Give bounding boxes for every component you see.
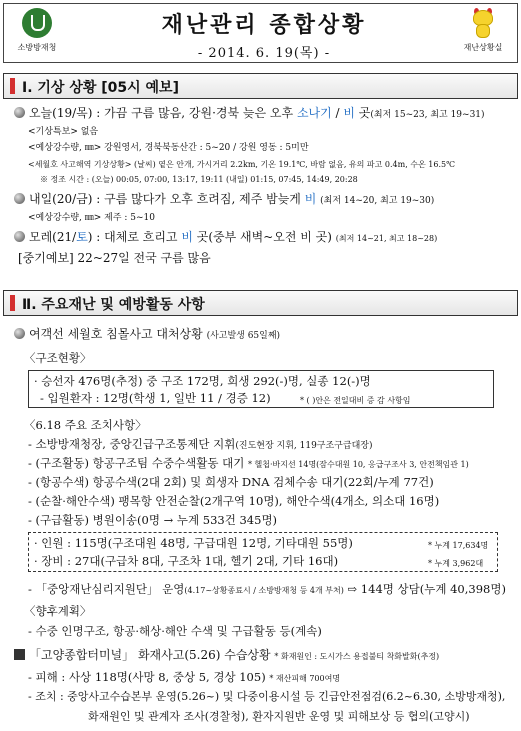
measures-heading: 〈6.18 주요 조치사항〉 bbox=[24, 418, 147, 432]
midterm-forecast: [중기예보] 22~27일 전국 구름 많음 bbox=[18, 251, 211, 265]
measure-3: - (항공수색) 항공수색(2대 2회) 및 희생자 DNA 검체수송 대기(22회/누계 77건) bbox=[28, 475, 434, 489]
agency-logo bbox=[12, 8, 62, 60]
rescue-line-2: - 입원환자 : 12명(학생 1, 일반 11 / 경증 12) bbox=[40, 391, 271, 405]
rescue-heading: 〈구조현황〉 bbox=[24, 351, 92, 365]
site-observation: <세월호 사고해역 기상상황> (날씨) 옅은 안개, 가시거리 2.2km, 기온 19.1℃, 바람 없음, 유의 파고 0.4m, 수온 16.5℃ bbox=[28, 160, 456, 169]
report-title: 재난관리 종합상황 bbox=[161, 13, 367, 38]
bullet-icon bbox=[14, 107, 25, 118]
room-name: 재난상황실 bbox=[463, 43, 503, 52]
measure-2: - (구조활동) 항공구조팀 수중수색활동 대기 * 헬첩·바지선 14명(잠수대원 10, 응급구조사 3, 안전책임관 1) bbox=[28, 456, 469, 470]
measure-5: - (구급활동) 병원이송(0명 → 누계 533건 345명) bbox=[28, 513, 278, 527]
rescue-note: * ( )안은 전일대비 증 감 사항임 bbox=[300, 396, 411, 405]
fire-action-2: 화재원인 및 관계자 조사(경찰청), 환자지원반 운영 및 피해보상 등 협의(고양시) bbox=[88, 710, 470, 723]
fire-damage: - 피해 : 사상 118명(사망 8, 중상 5, 경상 105) * 재산피해 700여명 bbox=[28, 670, 341, 684]
precip-tomorrow: <예상강수량, ㎜> 제주 : 5~10 bbox=[28, 213, 155, 223]
report-header bbox=[3, 3, 518, 63]
square-bullet-icon bbox=[14, 649, 25, 660]
rescue-line-1: · 승선자 476명(추정) 중 구조 172명, 희생 292(-)명, 실종 12(-)명 bbox=[34, 374, 371, 388]
forecast-dayafter: 모레(21/토) : 대체로 흐리고 비 곳(중부 새벽~오전 비 곳) (최저 14~21, 최고 18~28) bbox=[14, 230, 437, 246]
forecast-tomorrow: 내일(20/금) : 구름 많다가 오후 흐려짐, 제주 밤늦게 비 (최저 14~20, 최고 19~30) bbox=[14, 192, 434, 208]
bullet-icon bbox=[14, 193, 25, 204]
equip-total: * 누계 3,962대 bbox=[428, 559, 484, 568]
tide-times: ※ 정조 시간 : (오늘) 00:05, 07:00, 13:17, 19:11 (내일) 01:15, 07:45, 14:49, 20:28 bbox=[40, 175, 358, 184]
precip-today: <예상강수량, ㎜> 강원영서, 경북북동산간 : 5~20 / 강원 영동 : 5미만 bbox=[28, 143, 309, 153]
measure-4: - (순찰·해안수색) 팽목항 안전순찰(2개구역 10명), 해안수색(4개소, 의소대 16명) bbox=[28, 494, 440, 508]
report-date: - 2014. 6. 19(목) - bbox=[197, 46, 331, 61]
measure-1: - 소방방재청장, 중앙긴급구조통제단 지휘(진도현장 지휘, 119구조구급대장) bbox=[28, 437, 373, 451]
staff-line: · 인원 : 115명(구조대원 48명, 구급대원 12명, 기타대원 55명) bbox=[34, 536, 353, 550]
mascot-logo bbox=[455, 8, 511, 60]
section-weather-header bbox=[3, 73, 518, 99]
fire-action-1: - 조치 : 중앙사고수습본부 운영(5.26~) 및 다중이용시설 등 긴급안전점검(6.2~6.30, 소방방재청), bbox=[28, 690, 506, 703]
psych-support: - 「중앙재난심리지원단」 운영(4.17~상황종료시 / 소방방재청 등 4개 부처) ⇨ 144명 상담(누계 40,398명) bbox=[28, 582, 506, 596]
forecast-today: 오늘(19/목) : 가끔 구름 많음, 강원·경북 늦은 오후 소나기 / 비 곳(최저 15~23, 최고 19~31) bbox=[14, 106, 485, 122]
plan-line: - 수중 인명구조, 항공·해상·해안 수색 및 구급활동 등(계속) bbox=[28, 624, 322, 638]
section-disaster-header bbox=[3, 290, 518, 316]
agency-name: 소방방재청 bbox=[17, 43, 57, 52]
bullet-icon bbox=[14, 328, 25, 339]
sewol-title: 여객선 세월호 침몰사고 대처상황 (사고발생 65일째) bbox=[14, 327, 280, 343]
plan-heading: 〈향후계획〉 bbox=[24, 604, 92, 618]
shield-icon bbox=[22, 8, 52, 38]
section-title: Ⅰ. 기상 상황 [05시 예보] bbox=[22, 80, 179, 96]
section-title: Ⅱ. 주요재난 및 예방활동 사항 bbox=[22, 297, 205, 313]
weather-warning: <기상특보> 없음 bbox=[28, 127, 99, 137]
fire-title: 「고양종합터미널」 화재사고(5.26) 수습상황 * 화재원인 : 도시가스 용접불티 착화발화(추정) bbox=[14, 648, 439, 664]
staff-total: * 누계 17,634명 bbox=[428, 541, 489, 550]
equip-line: · 장비 : 27대(구급차 8대, 구조차 1대, 헬기 2대, 기타 16대) bbox=[34, 554, 339, 568]
bullet-icon bbox=[14, 231, 25, 242]
mascot-icon bbox=[468, 8, 498, 40]
